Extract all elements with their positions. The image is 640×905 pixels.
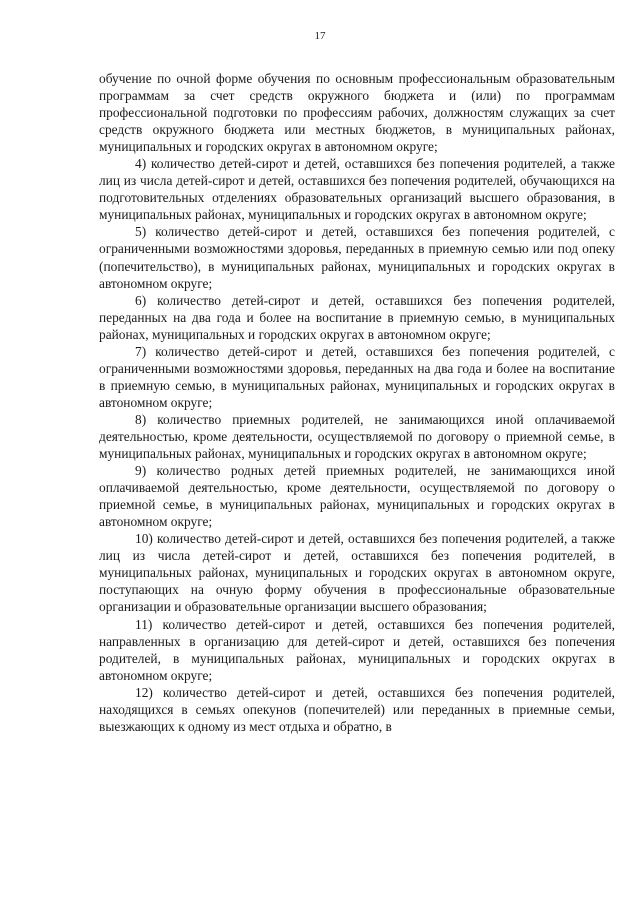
paragraph-item-12: 12) количество детей-сирот и детей, оставшихся без попечения родителей, находящихся в семьях опекунов (попечителей) или переданных в приемные семьи, выезжающих к одному из мест отдыха и обратно, в [99, 684, 615, 734]
paragraph-item-8: 8) количество приемных родителей, не занимающихся иной оплачиваемой деятельностью, кроме деятельности, осуществляемой по договору о приемной семье, в муниципальных районах, муниципальных и городских округах в автономном округе; [99, 411, 615, 462]
paragraph-item-9: 9) количество родных детей приемных родителей, не занимающихся иной оплачиваемой деятельностью, кроме деятельности, осуществляемой по договору о приемной семье, в муниципальных районах, муниципальных и городских округах в автономном округе; [99, 463, 615, 530]
document-body [99, 70, 615, 735]
paragraph-item-6: 6) количество детей-сирот и детей, оставшихся без попечения родителей, переданных на два года и более на воспитание в приемную семью, в муниципальных районах, муниципальных и городских округах в автономном округе; [99, 292, 615, 342]
page-number: 17 [314, 30, 326, 42]
paragraph-item-5: 5) количество детей-сирот и детей, оставшихся без попечения родителей, с ограниченными возможностями здоровья, переданных в приемную семью или под опеку (попечительство), в муниципальных районах, муниципальных и городских округах в автономном округе; [99, 224, 615, 291]
paragraph-continuation: обучение по очной форме обучения по основным профессиональным образовательным программам за счет средств окружного бюджета и (или) по программам профессиональной подготовки по профессиям рабочих, должностям служащих за счет средств окружного бюджета или местных бюджетов, в муниципальных районах, муниципальных и городских округах в автономном округе; [99, 71, 615, 155]
paragraph-item-4: 4) количество детей-сирот и детей, оставшихся без попечения родителей, а также лиц из числа детей-сирот и детей, оставшихся без попечения родителей, обучающихся на подготовительных отделениях образовательных организаций высшего образования, в муниципальных районах, муниципальных и городских округах в автономном округе; [99, 156, 615, 223]
paragraph-item-11: 11) количество детей-сирот и детей, оставшихся без попечения родителей, направленных в организацию для детей-сирот и детей, оставшихся без попечения родителей, в муниципальных районах, муниципальных и городских округах в автономном округе; [99, 616, 615, 683]
paragraph-item-10: 10) количество детей-сирот и детей, оставшихся без попечения родителей, а также лиц из числа детей-сирот и детей, оставшихся без попечения родителей, в муниципальных районах, муниципальных и городских округах в автономном округе, поступающих на очную форму обучения в профессиональные образовательные организации и образовательные организации высшего образования; [99, 531, 615, 615]
paragraph-item-7: 7) количество детей-сирот и детей, оставшихся без попечения родителей, с ограниченными возможностями здоровья, переданных на два года и более на воспитание в приемную семью, в муниципальных районах, муниципальных и городских округах в автономном округе; [99, 343, 615, 410]
